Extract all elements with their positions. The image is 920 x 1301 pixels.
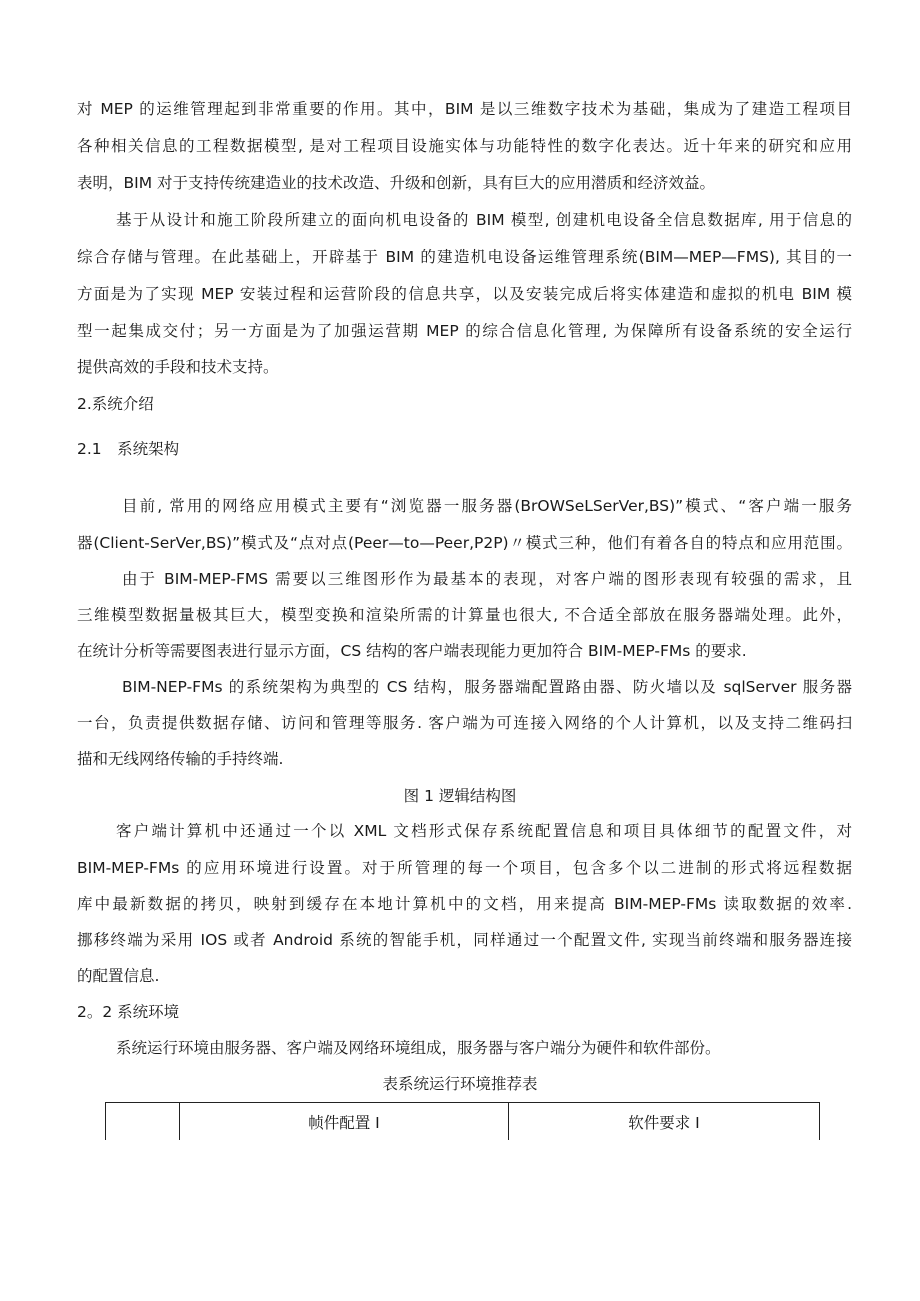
table-header-cell-empty [106, 1103, 180, 1141]
paragraph-line: 系统运行环境由服务器、客户端及网络环境组成，服务器与客户端分为硬件和软件部份。 [116, 1039, 721, 1057]
table-header-cell-hardware: 帧件配置 I [180, 1103, 509, 1141]
paragraph-line: BIM-MEP-FMs 的应用环境进行设置。对于所管理的每一个项目，包含多个以二进制的形式将远程数据 [77, 859, 852, 877]
table-caption: 表系统运行环境推荐表 [382, 1075, 538, 1093]
environment-table [105, 1102, 820, 1140]
paragraph-line: 库中最新数据的拷贝，映射到缓存在本地计算机中的文档，用来提高 BIM-MEP-FMs 读取数据的效率. [77, 895, 852, 913]
paragraph-line: 在统计分析等需要图表进行显示方面，CS 结构的客户端表现能力更加符合 BIM-MEP-FMs 的要求. [77, 642, 747, 660]
paragraph-line: 基于从设计和施工阶段所建立的面向机电设备的 BIM 模型, 创建机电设备全信息数据库, 用于信息的 [116, 211, 852, 229]
paragraph-line: 综合存储与管理。在此基础上，开辟基于 BIM 的建造机电设备运维管理系统(BIM—MEP—FMS), 其目的一 [77, 248, 852, 266]
paragraph-line: 客户端计算机中还通过一个以 XML 文档形式保存系统配置信息和项目具体细节的配置文件，对 [116, 822, 852, 840]
table-header-cell-software: 软件要求 I [509, 1103, 820, 1141]
paragraph-line: 挪移终端为采用 IOS 或者 Android 系统的智能手机，同样通过一个配置文件, 实现当前终端和服务器连接 [77, 931, 852, 949]
paragraph-line: 一台，负责提供数据存储、访问和管理等服务. 客户端为可连接入网络的个人计算机，以及支持二维码扫 [77, 714, 852, 732]
paragraph-line: 型一起集成交付；另一方面是为了加强运营期 MEP 的综合信息化管理, 为保障所有设备系统的安全运行 [77, 322, 852, 340]
paragraph-line: 描和无线网络传输的手持终端. [77, 750, 284, 768]
subsection-heading: 2.1 系统架构 [77, 440, 180, 458]
paragraph-line: 三维模型数据量极其巨大，模型变换和渲染所需的计算量也很大, 不合适全部放在服务器端处理。此外， [77, 606, 852, 624]
paragraph-line: 的配置信息. [77, 967, 160, 985]
paragraph-line: BIM-NEP-FMs 的系统架构为典型的 CS 结构，服务器端配置路由器、防火墙以及 sqlServer 服务器 [122, 678, 852, 696]
section-heading: 2.系统介绍 [77, 395, 154, 413]
paragraph-line: 目前, 常用的网络应用模式主要有“浏览器一服务器(BrOWSeLSerVer,BS)”模式、“客户端一服务 [122, 497, 852, 515]
paragraph-line: 各种相关信息的工程数据模型, 是对工程项目设施实体与功能特性的数字化表达。近十年来的研究和应用 [77, 137, 852, 155]
figure-caption: 图 1 逻辑结构图 [403, 787, 517, 805]
paragraph-line: 由于 BIM-MEP-FMS 需要以三维图形作为最基本的表现，对客户端的图形表现有较强的需求，且 [122, 570, 852, 588]
paragraph-line: 提供高效的手段和技术支持。 [77, 358, 279, 376]
paragraph-line: 对 MEP 的运维管理起到非常重要的作用。其中，BIM 是以三维数字技术为基础，集成为了建造工程项目 [77, 100, 852, 118]
paragraph-line: 方面是为了实现 MEP 安装过程和运营阶段的信息共享，以及安装完成后将实体建造和虚拟的机电 BIM 模 [77, 285, 852, 303]
table-header-row [106, 1103, 820, 1141]
subsection-heading: 2。2 系统环境 [77, 1003, 180, 1021]
paragraph-line: 表明，BIM 对于支持传统建造业的技术改造、升级和创新，具有巨大的应用潜质和经济效益。 [77, 174, 716, 192]
paragraph-line: 器(Client-SerVer,BS)”模式及“点对点(Peer—to—Peer,P2P)〃模式三种，他们有着各自的特点和应用范围。 [77, 534, 852, 552]
